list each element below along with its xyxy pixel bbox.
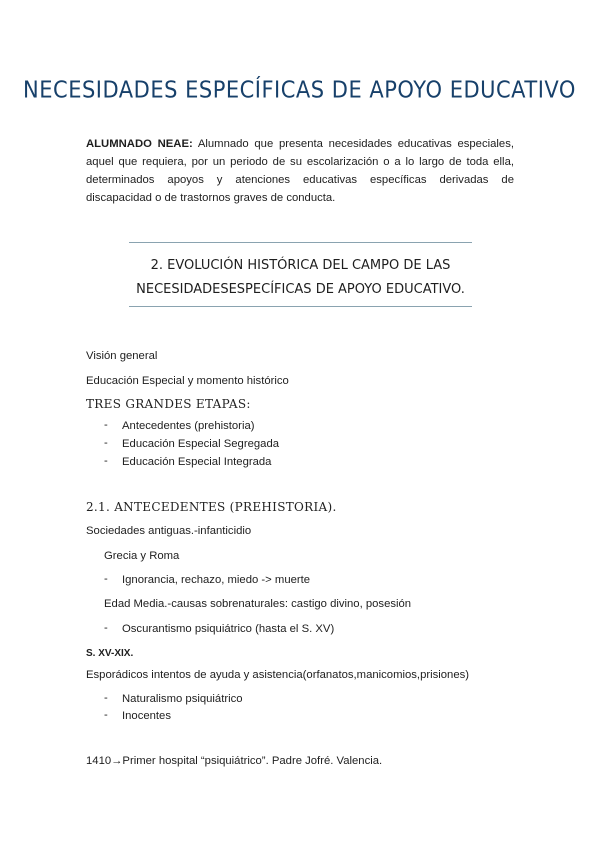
section-rule-top [129,242,472,243]
stage-item: Antecedentes (prehistoria) [122,420,255,432]
historic-text: Educación Especial y momento histórico [86,375,289,387]
intro-paragraph [86,135,514,207]
centuries-label: S. XV-XIX. [86,648,134,659]
list-dash: - [104,437,108,449]
greece-item: Ignorancia, rechazo, miedo -> muerte [122,574,311,586]
hospital-text: 1410→Primer hospital “psiquiátrico”. Padre Jofré. Valencia. [86,755,383,767]
neae-definition: Alumnado que presenta necesidades educativas especiales, aquel que requiera, por un periodo de su escolarización o a lo largo de toda ella, determinados apoyos y atenciones educativas específicas derivadas de discapacidad o de trastornos graves de conducta. [86,138,514,204]
stage-item: Educación Especial Segregada [122,438,280,450]
vision-text: Visión general [86,350,158,362]
stage-item: Educación Especial Integrada [122,456,272,468]
attempts-text: Esporádicos intentos de ayuda y asistencia(orfanatos,manicomios,prisiones) [86,669,470,681]
middle-ages-text: Edad Media.-causas sobrenaturales: castigo divino, posesión [104,598,412,610]
middle-ages-item: Oscurantismo psiquiátrico (hasta el S. XV) [122,623,335,635]
list-dash: - [104,622,108,634]
greece-text: Grecia y Roma [104,550,180,562]
section-title [129,254,472,302]
stages-heading: TRES GRANDES ETAPAS: [86,397,251,411]
section-title-line-2: NECESIDADESESPECÍFICAS DE APOYO EDUCATIVO. [136,282,465,297]
attempt-item: Inocentes [122,710,171,722]
neae-term: ALUMNADO NEAE: [86,138,193,150]
list-dash: - [104,455,108,467]
page-title: NECESIDADES ESPECÍFICAS DE APOYO EDUCATIVO [23,77,576,103]
list-dash: - [104,419,108,431]
subsection-heading: 2.1. ANTECEDENTES (PREHISTORIA). [86,500,337,514]
list-dash: - [104,709,108,721]
ancient-text: Sociedades antiguas.-infanticidio [86,525,252,537]
list-dash: - [104,573,108,585]
attempt-item: Naturalismo psiquiátrico [122,693,243,705]
list-dash: - [104,692,108,704]
section-rule-bottom [129,306,472,307]
section-title-line-1: 2. EVOLUCIÓN HISTÓRICA DEL CAMPO DE LAS [150,258,451,273]
